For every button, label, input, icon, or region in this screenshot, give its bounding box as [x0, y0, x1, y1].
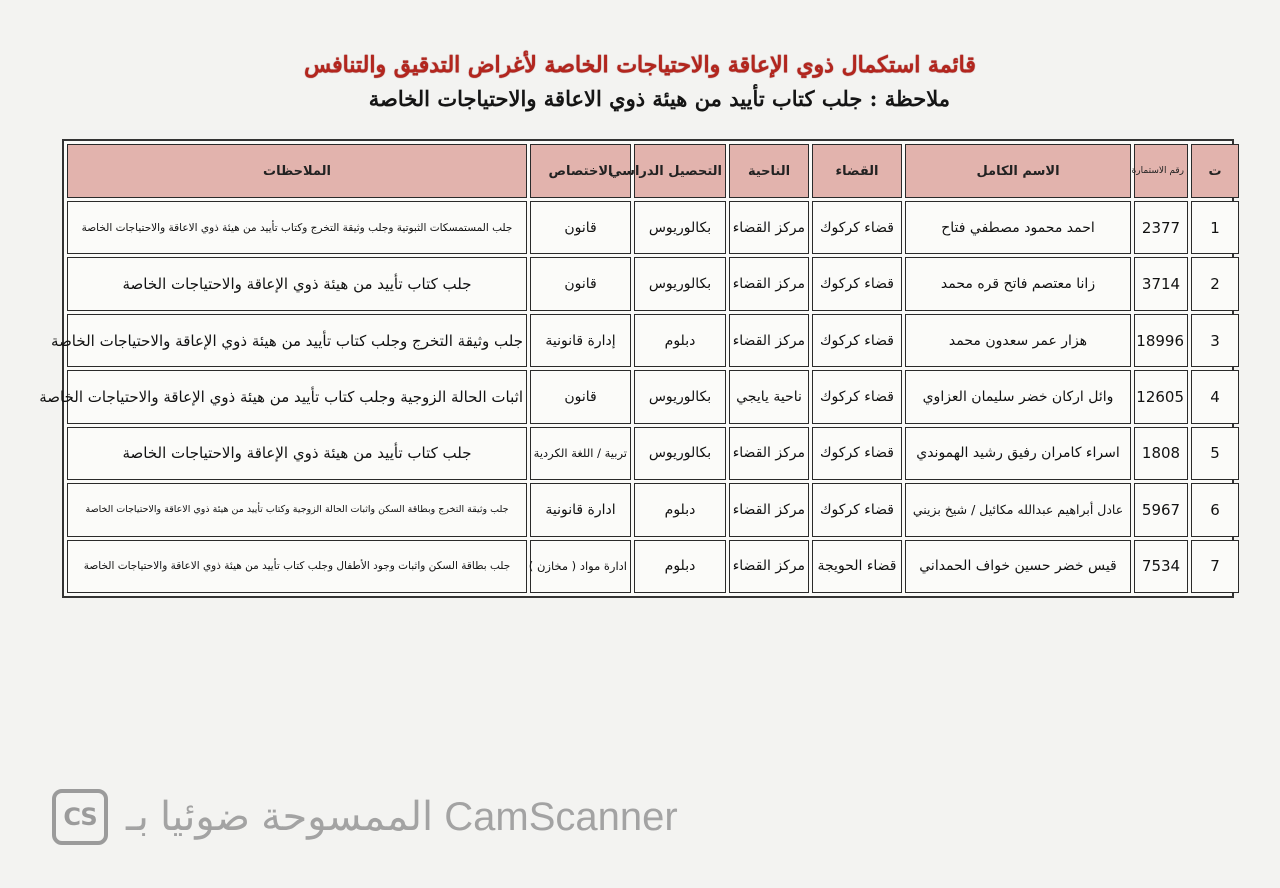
- cell-district: قضاء كركوك: [812, 370, 902, 423]
- cell-form-no: 18996: [1134, 314, 1188, 367]
- cell-specialty: تربية / اللغة الكردية: [530, 427, 631, 480]
- header-education: التحصيل الدراسي: [634, 144, 726, 198]
- cell-education: دبلوم: [634, 540, 726, 593]
- cell-form-no: 1808: [1134, 427, 1188, 480]
- cell-notes: جلب كتاب تأييد من هيئة ذوي الإعاقة والاحتياجات الخاصة: [67, 427, 527, 480]
- table-row: [67, 257, 1239, 310]
- cell-seq: 5: [1191, 427, 1239, 480]
- table-row: [67, 427, 1239, 480]
- cell-district: قضاء كركوك: [812, 427, 902, 480]
- cell-form-no: 2377: [1134, 201, 1188, 254]
- document-title: قائمة استكمال ذوي الإعاقة والاحتياجات الخاصة لأغراض التدقيق والتنافس: [304, 52, 976, 78]
- table-row: [67, 201, 1239, 254]
- cell-name: هزار عمر سعدون محمد: [905, 314, 1131, 367]
- cell-district: قضاء كركوك: [812, 257, 902, 310]
- records-table: [39, 141, 1242, 596]
- header-district: القضاء: [812, 144, 902, 198]
- cell-name: قيس خضر حسين خواف الحمداني: [905, 540, 1131, 593]
- cell-name: وائل اركان خضر سليمان العزاوي: [905, 370, 1131, 423]
- cell-education: بكالوريوس: [634, 370, 726, 423]
- cell-name: عادل أبراهيم عبدالله مكائيل / شيخ بزيني: [905, 483, 1131, 536]
- cell-notes: جلب كتاب تأييد من هيئة ذوي الإعاقة والاحتياجات الخاصة: [67, 257, 527, 310]
- cell-form-no: 12605: [1134, 370, 1188, 423]
- cell-seq: 4: [1191, 370, 1239, 423]
- cell-subdistrict: ناحية يايجي: [729, 370, 809, 423]
- header-form-no: رقم الاستمارة: [1134, 144, 1188, 198]
- table-header-row: [67, 144, 1239, 198]
- cell-district: قضاء الحويجة: [812, 540, 902, 593]
- cell-education: بكالوريوس: [634, 201, 726, 254]
- cell-education: دبلوم: [634, 483, 726, 536]
- header-specialty: الاختصاص: [530, 144, 631, 198]
- cell-specialty: ادارة مواد ( مخازن ): [530, 540, 631, 593]
- records-table-frame: [39, 139, 1234, 598]
- header-name: الاسم الكامل: [905, 144, 1131, 198]
- cell-notes: جلب وثيقة التخرج وبطاقة السكن واثبات الحالة الزوجية وكتاب تأييد من هيئة ذوي الاعاقة والاحتياجات الخاصة: [67, 483, 527, 536]
- cell-seq: 6: [1191, 483, 1239, 536]
- watermark-text: CamScanner الممسوحة ضوئيا بـ: [126, 795, 678, 839]
- cell-seq: 3: [1191, 314, 1239, 367]
- header-notes: الملاحظات: [67, 144, 527, 198]
- cell-specialty: قانون: [530, 370, 631, 423]
- table-row: [67, 314, 1239, 367]
- cell-form-no: 3714: [1134, 257, 1188, 310]
- cell-name: احمد محمود مصطفي فتاح: [905, 201, 1131, 254]
- cell-education: بكالوريوس: [634, 427, 726, 480]
- cell-notes: اثبات الحالة الزوجية وجلب كتاب تأييد من هيئة ذوي الإعاقة والاحتياجات الخاصة: [67, 370, 527, 423]
- cell-notes: جلب وثيقة التخرج وجلب كتاب تأييد من هيئة ذوي الإعاقة والاحتياجات الخاصة: [67, 314, 527, 367]
- cell-specialty: ادارة قانونية: [530, 483, 631, 536]
- cell-subdistrict: مركز القضاء: [729, 427, 809, 480]
- cell-notes: جلب بطاقة السكن واثبات وجود الأطفال وجلب كتاب تأييد من هيئة ذوي الاعاقة والاحتياجات الخاصة: [67, 540, 527, 593]
- cell-district: قضاء كركوك: [812, 201, 902, 254]
- cell-specialty: إدارة قانونية: [530, 314, 631, 367]
- cell-specialty: قانون: [530, 257, 631, 310]
- cell-subdistrict: مركز القضاء: [729, 257, 809, 310]
- cell-notes: جلب المستمسكات الثبوتية وجلب وثيقة التخرج وكتاب تأييد من هيئة ذوي الاعاقة والاحتياجات الخاصة: [67, 201, 527, 254]
- cell-seq: 1: [1191, 201, 1239, 254]
- cell-subdistrict: مركز القضاء: [729, 201, 809, 254]
- cell-subdistrict: مركز القضاء: [729, 314, 809, 367]
- cell-education: دبلوم: [634, 314, 726, 367]
- table-row: [67, 540, 1239, 593]
- cell-district: قضاء كركوك: [812, 483, 902, 536]
- cell-seq: 7: [1191, 540, 1239, 593]
- table-row: [67, 483, 1239, 536]
- camscanner-watermark: [52, 787, 752, 847]
- cell-education: بكالوريوس: [634, 257, 726, 310]
- cell-form-no: 5967: [1134, 483, 1188, 536]
- cell-specialty: قانون: [530, 201, 631, 254]
- cell-subdistrict: مركز القضاء: [729, 483, 809, 536]
- header-seq: ت: [1191, 144, 1239, 198]
- cell-subdistrict: مركز القضاء: [729, 540, 809, 593]
- cell-district: قضاء كركوك: [812, 314, 902, 367]
- cell-seq: 2: [1191, 257, 1239, 310]
- table-row: [67, 370, 1239, 423]
- document-note: ملاحظة : جلب كتاب تأييد من هيئة ذوي الاعاقة والاحتياجات الخاصة: [368, 86, 950, 111]
- camscanner-logo-icon: CS: [52, 789, 108, 845]
- header-subdistrict: الناحية: [729, 144, 809, 198]
- cell-name: زانا معتصم فاتح قره محمد: [905, 257, 1131, 310]
- cell-form-no: 7534: [1134, 540, 1188, 593]
- cell-name: اسراء كامران رفيق رشيد الهموندي: [905, 427, 1131, 480]
